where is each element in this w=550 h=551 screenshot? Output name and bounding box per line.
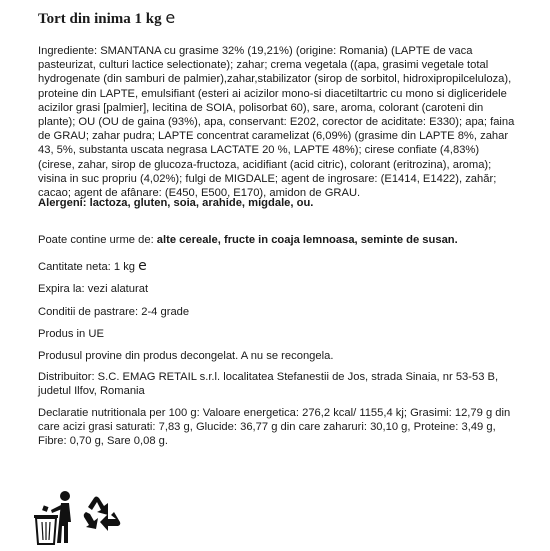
expiry-text: Expira la: vezi alaturat	[38, 283, 149, 295]
may-contain-items: alte cereale, fructe in coaja lemnoasa, seminte de susan.	[156, 234, 458, 246]
disposal-icons	[34, 488, 124, 546]
net-quantity-text	[38, 259, 518, 274]
storage-text: Conditii de pastrare: 2-4 grade	[38, 306, 190, 318]
tidyman-disposal-icon	[34, 491, 71, 544]
estimated-mark: e	[138, 258, 147, 274]
estimated-mark: e	[165, 8, 176, 27]
may-contain-text	[38, 233, 518, 247]
recycle-icon	[84, 497, 121, 536]
distributor-text: Distribuitor: S.C. EMAG RETAIL s.r.l. localitatea Stefanestii de Jos, strada Sinaia, nr 53-53 B, judetul Ilfov, Romania	[38, 371, 499, 398]
allergens-text: Alergeni: lactoza, gluten, soia, arahide, migdale, ou.	[38, 197, 314, 209]
origin-text: Produs in UE	[38, 328, 104, 340]
thawed-notice: Produsul provine din produs decongelat. A nu se recongela.	[38, 350, 334, 362]
product-title	[38, 8, 175, 28]
may-contain-prefix: Poate contine urme de:	[38, 234, 154, 246]
ingredients-text: Ingrediente: SMANTANA cu grasime 32% (19,21%) (origine: Romania) (LAPTE de vaca pasteurizat, culturi lactice selectionate); zahar; crema vegetala ((apa, grasimi vegetale total hydrogenate (din samburi de palmier),zahar,stabilizator (sirop de sorbitol, hidroxipropilceluloza), proteine din LAPTE, emulsifiant (esteri ai acizilor mono-si diacetiltartric cu mono si digliceridele acizilor grasi [palmier], lecitina de SOIA, polisorbat 60), sare, aroma, colorant (caroteni din plante); OU (OU de gaina (93%), apa, conservant: E202, corector de aciditate: E330); apa; faina de GRAU; zahar pudra; LAPTE concentrat caramelizat (6,09%) (grasime din LAPTE 8%, zahar 43, 5%, substanta uscata negrasa LACTATE 20 %, LAPTE 48%); cirese confiate (4,83%) (cirese, zahar, sirop de glucoza-fructoza, acidifiant (acid citric), colorant (eritrozina), aroma); visina in suc propriu (4,02%); fulgi de MIGDALE; agent de ingrosare: (E1414, E1422), zahăr; cacao; agent de afânare: (E450, E500, E170), amidon de GRAU.	[38, 45, 515, 200]
net-quantity-value: Cantitate neta: 1 kg	[38, 261, 136, 273]
nutrition-declaration: Declaratie nutritionala per 100 g: Valoare energetica: 276,2 kcal/ 1155,4 kj; Grasimi: 12,79 g din care acizi grasi saturati: 7,83 g, Glucide: 36,77 g din care zaharuri: 30,10 g, Proteine: 3,49 g, Fibre: 0,70 g, Sare 0,08 g.	[38, 407, 511, 448]
product-title-text: Tort din inima 1 kg	[38, 11, 162, 27]
